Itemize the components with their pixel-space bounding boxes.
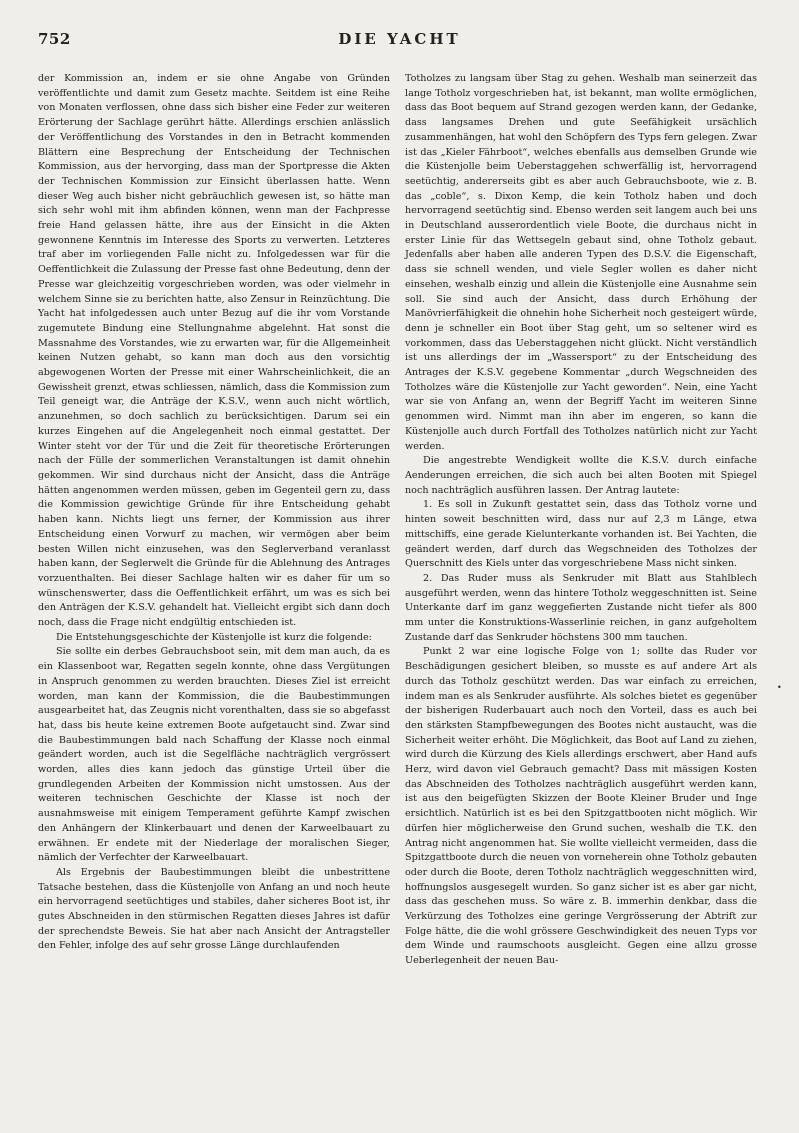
motion-item-1: 1. Es soll in Zukunft gestattet sein, dass das Totholz vorne und hinten soweit beschnitten wird, dass nur auf 2,3 m Länge, etwa mittschiffs, eine gerade Kielunterkante vorhanden ist. Bei Yachten, die geändert werden, darf durch das Wegschneiden des Totholzes der Querschnitt des Kiels unter das vorgeschriebene Mass nicht sinken. <box>405 499 757 570</box>
paragraph: Totholzes zu langsam über Stag zu gehen. Weshalb man seinerzeit das lange Totholz vorgeschrieben hat, ist bekannt, man wollte ermöglichen, dass das Boot bequem auf Strand gezogen werden kann, der Gedanke, dass langsames Drehen und gute Seefähigkeit ursächlich zusammenhängen, hat wohl den Schöpfern des Typs fern gelegen. Zwar ist das „Kieler Fährboot“, welches ebenfalls aus demselben Grunde wie die Küstenjolle beim Ueberstaggehen schwerfällig ist, hervorragend seetüchtig, andererseits gibt es aber auch Gebrauchsboote, wie z. B. das „coble“, s. Dixon Kemp, die kein Totholz haben und doch hervorragend seetüchtig sind. Ebenso werden seit langem auch bei uns in Deutschland ausserordentlich viele Boote, die durchaus nicht in erster Linie für das Wettsegeln gebaut sind, ohne Totholz gebaut. Jedenfalls aber haben alle anderen Typen des D.S.V. die Eigenschaft, dass sie schnell wenden, und viele Segler wollen es daher nicht einsehen, weshalb einzig und allein die Küstenjolle eine Ausnahme sein soll. Sie sind auch der Ansicht, dass durch Erhöhung der Manövrierfähigkeit die ohnehin hohe Sicherheit noch gesteigert würde, denn je schneller ein Boot über Stag geht, um so seltener wird es vorkommen, dass das Ueberstaggehen nicht glückt. Nicht verständlich ist uns allerdings der im „Wassersport“ zu der Entscheidung des Antrages der K.S.V. gegebene Kommentar „durch Wegschneiden des Totholzes wäre die Küstenjolle zur Yacht geworden“. Nein, eine Yacht war sie von Anfang an, wenn der Begriff Yacht im weiteren Sinne genommen wird. Nimmt man ihn aber im engeren, so kann die Küstenjolle auch durch Fortfall des Totholzes natürlich nicht zur Yacht werden. <box>405 73 757 452</box>
paragraph: Punkt 2 war eine logische Folge von 1; sollte das Ruder vor Beschädigungen gesichert bleiben, so musste es auf andere Art als durch das Totholz geschützt werden. Das war einfach zu erreichen, indem man es als Senkruder ausführte. Als solches bietet es gegenüber der bisherigen Ruderbauart auch noch den Vorteil, dass es auch bei den stärksten Stampfbewegungen des Bootes nicht austaucht, was die Sicherheit weiter erhöht. Die Möglichkeit, das Boot auf Land zu ziehen, wird durch die Kürzung des Kiels allerdings erschwert, aber Hand aufs Herz, wird davon viel Gebrauch gemacht? Dass mit mässigen Kosten das Abschneiden des Totholzes nachträglich ausgeführt werden kann, ist aus den beigefügten Skizzen der Boote Kleiner Bruder und Inge ersichtlich. Natürlich ist es bei den Spitzgattbooten nicht möglich. Wir dürfen hier möglicherweise den Grund suchen, weshalb die T.K. den Antrag nicht angenommen hat. Sie wollte vielleicht vermeiden, dass die Spitzgattboote durch die neuen von vorneherein ohne Totholz gebauten oder durch die Boote, deren Totholz nachträglich weggeschnitten wird, hoffnungslos ausgesegelt wurden. So ganz sicher ist es aber gar nicht, dass das geschehen muss. So wäre z. B. immerhin denkbar, dass die Verkürzung des Totholzes eine geringe Vergrösserung der Abtrift zur Folge hätte, die die wohl grössere Geschwindigkeit des neuen Typs vor dem Winde und raumschoots ausgleicht. Gegen eine allzu grosse Ueberlegenheit der neuen Bau- <box>405 646 757 967</box>
stray-mark: • <box>777 683 782 692</box>
paragraph: der Kommission an, indem er sie ohne Angabe von Gründen veröffentlichte und damit zum Gesetz machte. Seitdem ist eine Reihe von Monaten verflossen, ohne dass sich bisher eine Feder zur weiteren Erörterung der Sachlage gerührt hätte. Allerdings erschien anlässlich der Veröffentlichung des Vorstandes in den in Betracht kommenden Blättern eine Besprechung der Entscheidung der Technischen Kommission, aus der hervorging, dass man der Sportpresse die Akten der Technischen Kommission zur Einsicht überlassen hatte. Wenn dieser Weg auch bisher nicht gebräuchlich gewesen ist, so hätte man sich sehr wohl mit ihm abfinden können, wenn man der Fachpresse freie Hand gelassen hätte, ihre aus der Einsicht in die Akten gewonnene Kenntnis im Interesse des Sports zu verwerten. Letzteres traf aber im vorliegenden Falle nicht zu. Infolgedessen war für die Oeffentlichkeit die Zulassung der Presse fast ohne Bedeutung, denn der Presse war gleichzeitig vorgeschrieben worden, was oder vielmehr in welchem Sinne sie zu berichten hatte, also Zensur in Reinzüchtung. Die Yacht hat infolgedessen auch unter Bezug auf die ihr vom Vorstande zugemutete Bindung eine Stellungnahme abgelehnt. Hat sonst die Massnahme des Vorstandes, wie zu erwarten war, für die Allgemeinheit keinen Nutzen gehabt, so kann man doch aus den vorsichtig abgewogenen Worten der Presse mit einer Wahrscheinlichkeit, die an Gewissheit grenzt, etwas schliessen, nämlich, dass die Kommission zum Teil geneigt war, die Anträge der K.S.V., wenn auch nicht wörtlich, anzunehmen, so doch sachlich zu berücksichtigen. Darum sei ein kurzes Eingehen auf die Angelegenheit noch einmal gestattet. Der Winter steht vor der Tür und die Zeit für theoretische Erörterungen nach der Fülle der sommerlichen Veranstaltungen ist damit ohnehin gekommen. Wir sind durchaus nicht der Ansicht, dass die Anträge hätten angenommen werden müssen, geben im Gegenteil gern zu, dass die Kommission gewichtige Gründe für ihre Entscheidung gehabt haben kann. Nichts liegt uns ferner, der Kommission aus ihrer Entscheidung einen Vorwurf zu machen, wir vermögen aber beim besten Willen nicht einzusehen, was den Seglerverband veranlasst haben kann, der Seglerwelt die Gründe für die Ablehnung des Antrages vorzuenthalten. Bei dieser Sachlage halten wir es daher für um so wünschenswerter, dass die Oeffentlichkeit erfährt, um was es sich bei den Anträgen der K.S.V. gehandelt hat. Vielleicht ergibt sich dann doch noch, dass die Frage nicht endgültig entschieden ist. <box>38 73 390 629</box>
page-number: 752 <box>38 30 71 48</box>
left-column <box>38 72 390 954</box>
paragraph: Die angestrebte Wendigkeit wollte die K.S.V. durch einfache Aenderungen erreichen, die sich auch bei alten Booten mit Spiegel noch nachträglich ausführen lassen. Der Antrag lautete: <box>405 455 757 496</box>
motion-item-2: 2. Das Ruder muss als Senkruder mit Blatt aus Stahlblech ausgeführt werden, wenn das hintere Totholz weggeschnitten ist. Seine Unterkante darf im ganz weggefierten Zustande nicht tiefer als 800 mm unter die Konstruktions-Wasserlinie reichen, in ganz aufgeholtem Zustande darf das Senkruder höchstens 300 mm tauchen. <box>405 572 757 643</box>
paragraph: Sie sollte ein derbes Gebrauchsboot sein, mit dem man auch, da es ein Klassenboot war, Regatten segeln konnte, ohne dass Vergütungen in Anspruch genommen zu werden brauchten. Dieses Ziel ist erreicht worden, man kann der Kommission, die die Baubestimmungen ausgearbeitet hat, das Zeugnis nicht vorenthalten, dass sie so abgefasst hat, dass bis heute keine extremen Boote aufgetaucht sind. Zwar sind die Baubestimmungen bald nach Schaffung der Klasse noch einmal geändert worden, auch ist die Segelfläche nachträglich vergrössert worden, alles dies kann jedoch das günstige Urteil über die grundlegenden Arbeiten der Kommission nicht umstossen. Aus der weiteren technischen Geschichte der Klasse ist noch der ausnahmsweise mit einigem Temperament geführte Kampf zwischen den Anhängern der Klinkerbauart und denen der Karweelbauart zu erwähnen. Er endete mit der Niederlage der moralischen Sieger, nämlich der Verfechter der Karweelbauart. <box>38 646 390 864</box>
paragraph: Die Entstehungsgeschichte der Küstenjolle ist kurz die folgende: <box>56 631 372 643</box>
paragraph: Als Ergebnis der Baubestimmungen bleibt die unbestrittene Tatsache bestehen, dass die Küstenjolle von Anfang an und noch heute ein hervorragend seetüchtiges und stabiles, daher sicheres Boot ist, ihr gutes Abschneiden in den stürmischen Regatten dieses Jahres ist dafür der sprechendste Beweis. Sie hat aber nach Ansicht der Antragsteller den Fehler, infolge des auf sehr grosse Länge durchlaufenden <box>38 866 390 952</box>
right-column <box>405 72 757 969</box>
running-head: DIE YACHT <box>338 30 461 48</box>
